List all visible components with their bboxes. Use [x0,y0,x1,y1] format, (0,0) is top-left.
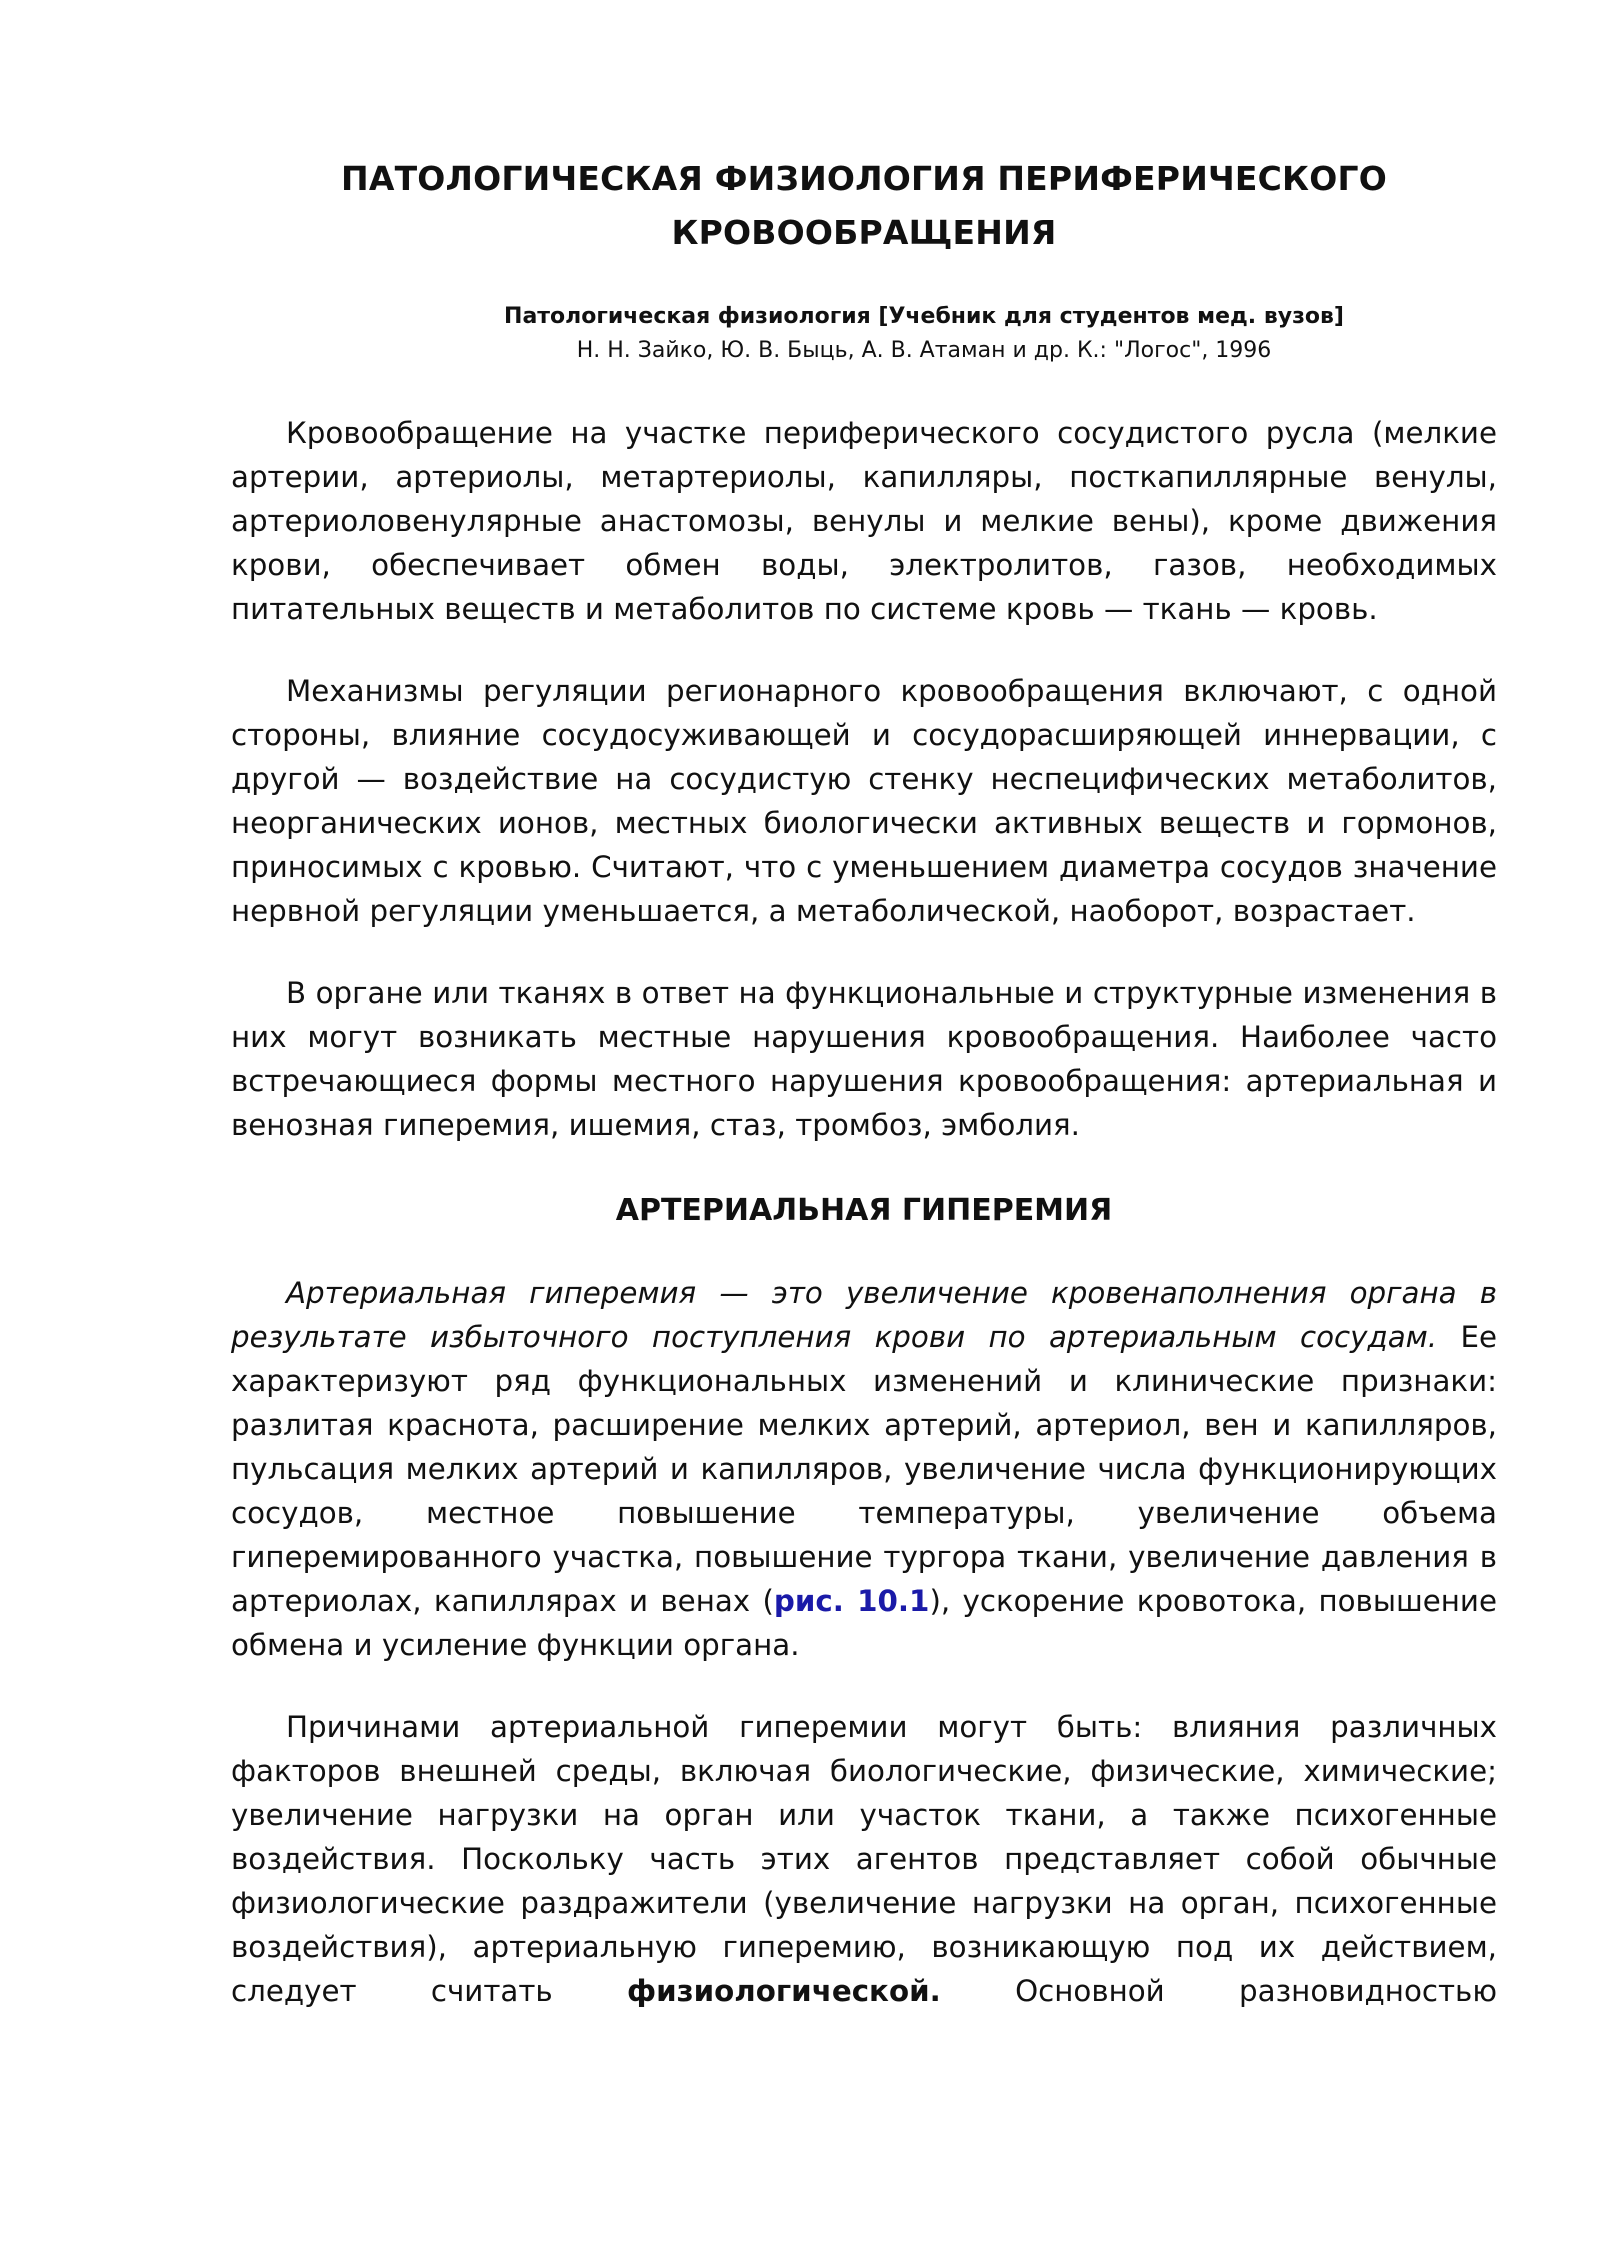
source-citation [231,300,1497,368]
title-line-2: КРОВООБРАЩЕНИЯ [671,213,1057,252]
section-heading: АРТЕРИАЛЬНАЯ ГИПЕРЕМИЯ [615,1193,1113,1228]
paragraph-4 [231,1271,1497,1667]
definition-text: Артериальная гиперемия — это увеличение кровенаполнения органа в результате избыточного поступления крови по артериальным сосудам. [231,1276,1497,1354]
figure-reference-link[interactable]: рис. 10.1 [773,1584,930,1618]
document-page [231,0,1497,2013]
paragraph-3: В органе или тканях в ответ на функциональные и структурные изменения в них могут возникать местные нарушения кровообращения. Наиболее часто встречающиеся формы местного нарушения кровообращения: артериальная и венозная гиперемия, ишемия, стаз, тромбоз, эмболия. [231,976,1497,1142]
paragraph-5-text-a: Причинами артериальной гиперемии могут быть: влияния различных факторов внешней среды, включая биологические, физические, химические; увеличение нагрузки на орган или участок ткани, а также психогенные воздействия. Поскольку часть этих агентов представляет собой обычные физиологические раздражители (увеличение нагрузки на орган, психогенные воздействия), артериальную гиперемию, возникающую под их действием, следует считать [231,1710,1497,2008]
source-book-title: Патологическая физиология [Учебник для студентов мед. вузов] [504,304,1344,329]
document-title [231,152,1497,260]
paragraph-4-text-a: Ее характеризуют ряд функциональных изменений и клинические признаки: разлитая краснота, расширение мелких артерий, артериол, вен и капилляров, пульсация мелких артерий и капилляров, увеличение числа функционирующих сосудов, местное повышение температуры, увеличение объема гиперемированного участка, повышение тургора ткани, увеличение давления в артериолах, капиллярах и венах ( [231,1320,1497,1618]
emphasis-physiological: физиологической. [627,1974,941,2008]
title-line-1: ПАТОЛОГИЧЕСКАЯ ФИЗИОЛОГИЯ ПЕРИФЕРИЧЕСКОГО [341,159,1387,198]
paragraph-2: Механизмы регуляции регионарного кровообращения включают, с одной стороны, влияние сосудосуживающей и сосудорасширяющей иннервации, с другой — воздействие на сосудистую стенку неспецифических метаболитов, неорганических ионов, местных биологически активных веществ и гормонов, приносимых с кровью. Считают, что с уменьшением диаметра сосудов значение нервной регуляции уменьшается, а метаболической, наоборот, возрастает. [231,674,1497,928]
paragraph-1: Кровообращение на участке периферического сосудистого русла (мелкие артерии, артериолы, метартериолы, капилляры, посткапиллярные венулы, артериоловенулярные анастомозы, венулы и мелкие вены), кроме движения крови, обеспечивает обмен воды, электролитов, газов, необходимых питательных веществ и метаболитов по системе кровь — ткань — кровь. [231,416,1497,626]
paragraph-5 [231,1705,1497,2013]
source-authors: Н. Н. Зайко, Ю. В. Быць, А. В. Атаман и др. К.: "Логос", 1996 [576,338,1272,363]
paragraph-5-text-b: Основной разновидностью [940,1974,1497,2008]
paragraph-4-text-b: ), ускорение кровотока, повышение обмена и усиление функции органа. [231,1584,1497,1662]
